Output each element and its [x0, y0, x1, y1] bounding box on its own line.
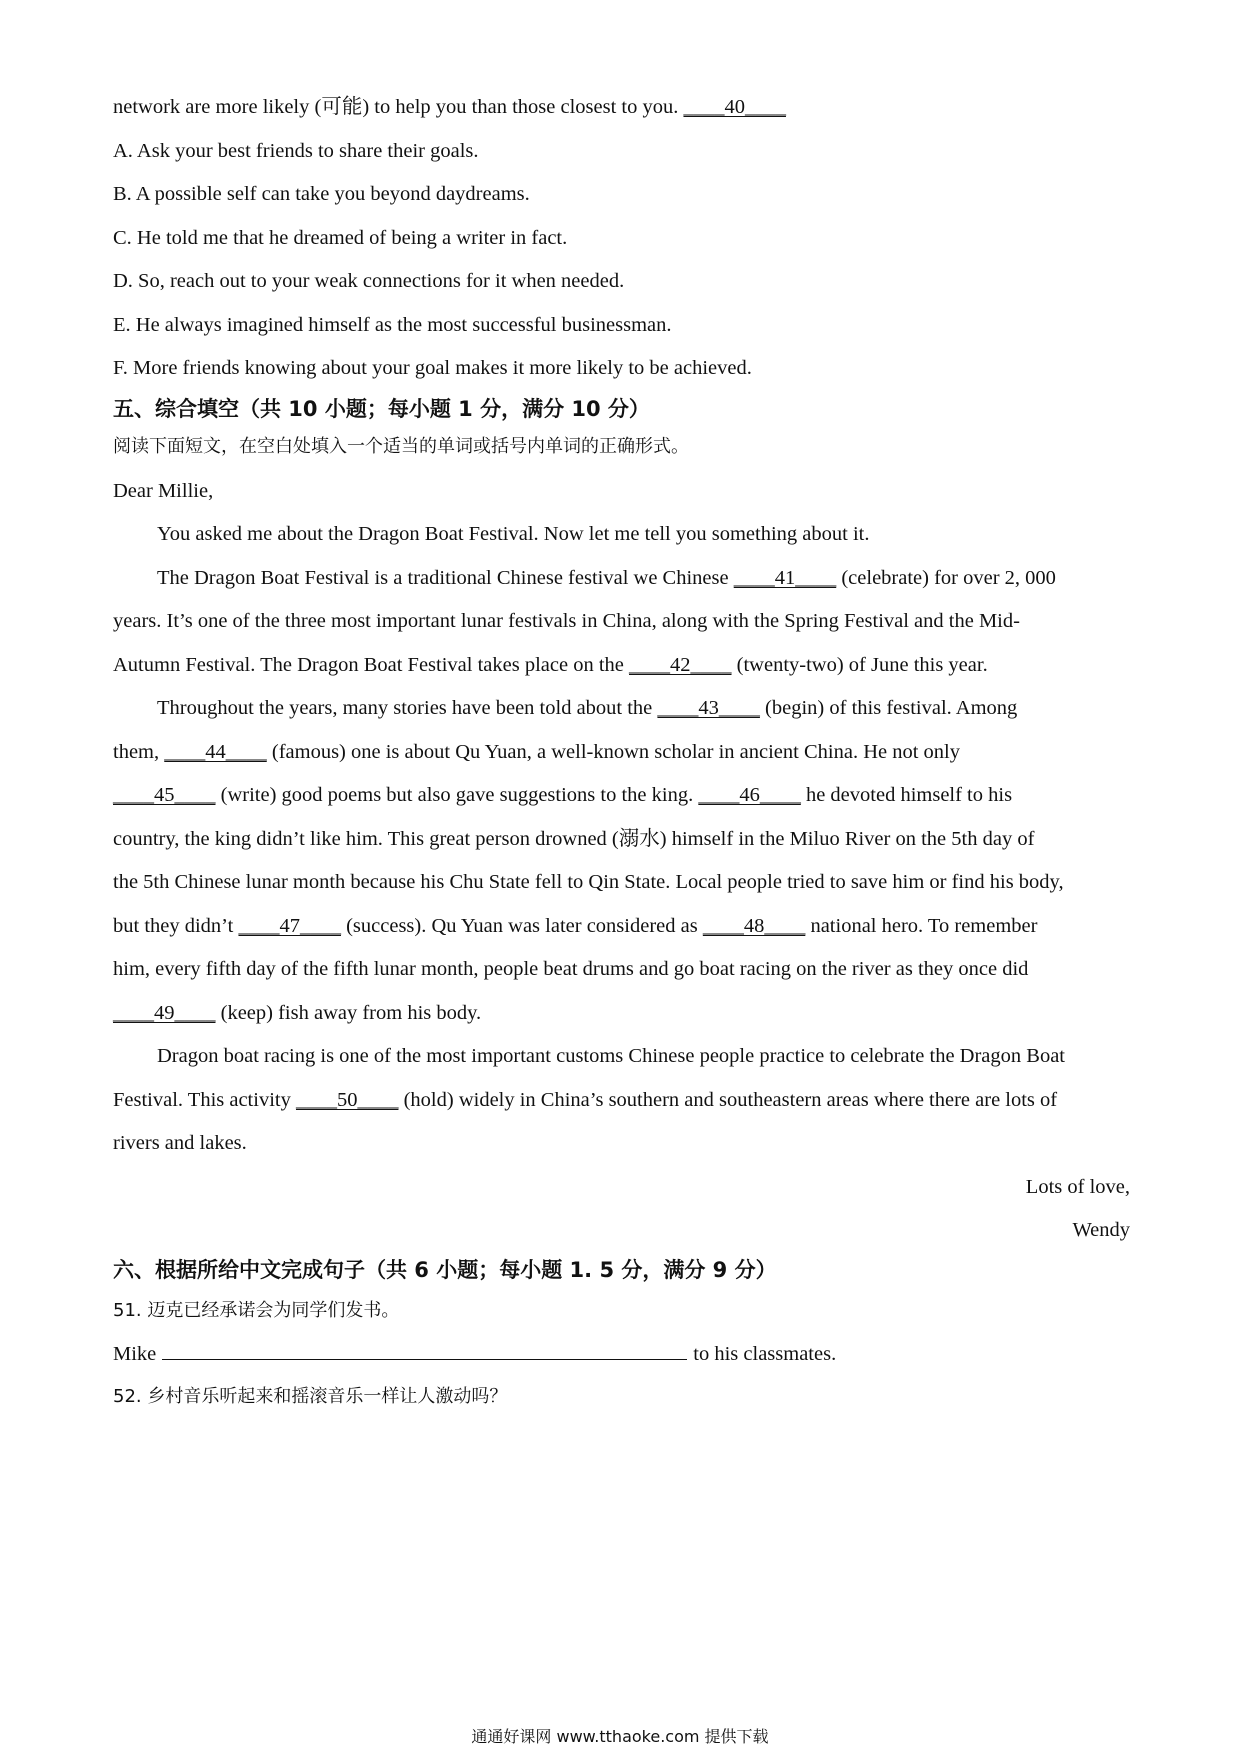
text-line: Dragon boat racing is one of the most important customs Chinese people practice to celebrate the Dragon Boat — [157, 1045, 1065, 1067]
option-f: F. More friends knowing about your goal makes it more likely to be achieved. — [113, 357, 752, 379]
answer-blank-44[interactable]: ____44____ — [164, 741, 267, 763]
text-line: The Dragon Boat Festival is a traditional Chinese festival we Chinese ____41____ (celebrate) for over 2, 000 — [157, 564, 1056, 592]
section-five-heading: 五、综合填空（共 10 小题；每小题 1 分，满分 10 分） — [113, 397, 650, 421]
text-line: Throughout the years, many stories have been told about the ____43____ (begin) of this festival. Among — [157, 694, 1017, 722]
text-line: him, every fifth day of the fifth lunar month, people beat drums and go boat racing on the river as they once did — [113, 958, 1029, 980]
text-line: rivers and lakes. — [113, 1132, 247, 1154]
letter-closing: Lots of love, — [1025, 1176, 1130, 1198]
text-line: ____45____ (write) good poems but also gave suggestions to the king. ____46____ he devoted himself to his — [113, 781, 1012, 809]
text-line — [113, 93, 786, 121]
answer-blank-47[interactable]: ____47____ — [238, 915, 341, 937]
page-footer: 通通好课网 www.tthaoke.com 提供下载 — [471, 1727, 769, 1746]
letter-greeting: Dear Millie, — [113, 480, 214, 502]
option-b: B. A possible self can take you beyond daydreams. — [113, 183, 530, 205]
question-51-sentence: Mike to his classmates. — [113, 1339, 836, 1368]
question-52: 52. 乡村音乐听起来和摇滚音乐一样让人激动吗？ — [113, 1386, 508, 1407]
answer-line-51[interactable] — [162, 1339, 687, 1360]
section-six-heading: 六、根据所给中文完成句子（共 6 小题；每小题 1. 5 分，满分 9 分） — [113, 1258, 777, 1282]
answer-blank-40[interactable]: ____40____ — [683, 96, 786, 118]
answer-blank-45[interactable]: ____45____ — [113, 784, 216, 806]
passage-text: network are more likely (可能) to help you than those closest to you. — [113, 96, 684, 118]
text-line: but they didn’t ____47____ (success). Qu Yuan was later considered as ____48____ national hero. To remember — [113, 912, 1037, 940]
section-five-instruction: 阅读下面短文，在空白处填入一个适当的单词或括号内单词的正确形式。 — [113, 436, 689, 457]
letter-signature: Wendy — [1072, 1219, 1130, 1241]
option-c: C. He told me that he dreamed of being a writer in fact. — [113, 227, 568, 249]
text-line: ____49____ (keep) fish away from his body. — [113, 999, 481, 1027]
text-line: country, the king didn’t like him. This great person drowned (溺水) himself in the Miluo River on the 5th day of — [113, 828, 1035, 850]
option-d: D. So, reach out to your weak connections for it when needed. — [113, 270, 625, 292]
question-51: 51. 迈克已经承诺会为同学们发书。 — [113, 1300, 400, 1321]
answer-blank-41[interactable]: ____41____ — [733, 567, 837, 589]
answer-blank-43[interactable]: ____43____ — [657, 697, 760, 719]
answer-blank-42[interactable]: ____42____ — [629, 654, 732, 676]
text-line: the 5th Chinese lunar month because his Chu State fell to Qin State. Local people tried to save him or find his body, — [113, 871, 1064, 893]
text-line: years. It’s one of the three most important lunar festivals in China, along with the Spring Festival and the Mid- — [113, 610, 1020, 632]
answer-blank-48[interactable]: ____48____ — [702, 915, 806, 937]
text-line: Autumn Festival. The Dragon Boat Festival takes place on the ____42____ (twenty-two) of June this year. — [113, 651, 988, 679]
text-line: them, ____44____ (famous) one is about Qu Yuan, a well-known scholar in ancient China. He not only — [113, 738, 960, 766]
option-e: E. He always imagined himself as the most successful businessman. — [113, 314, 672, 336]
answer-blank-46[interactable]: ____46____ — [698, 784, 801, 806]
answer-blank-49[interactable]: ____49____ — [113, 1002, 216, 1024]
option-a: A. Ask your best friends to share their goals. — [113, 140, 479, 162]
paragraph-1: You asked me about the Dragon Boat Festival. Now let me tell you something about it. — [157, 523, 870, 545]
text-line: Festival. This activity ____50____ (hold) widely in China’s southern and southeastern areas where there are lots of — [113, 1086, 1057, 1114]
answer-blank-50[interactable]: ____50____ — [295, 1089, 399, 1111]
